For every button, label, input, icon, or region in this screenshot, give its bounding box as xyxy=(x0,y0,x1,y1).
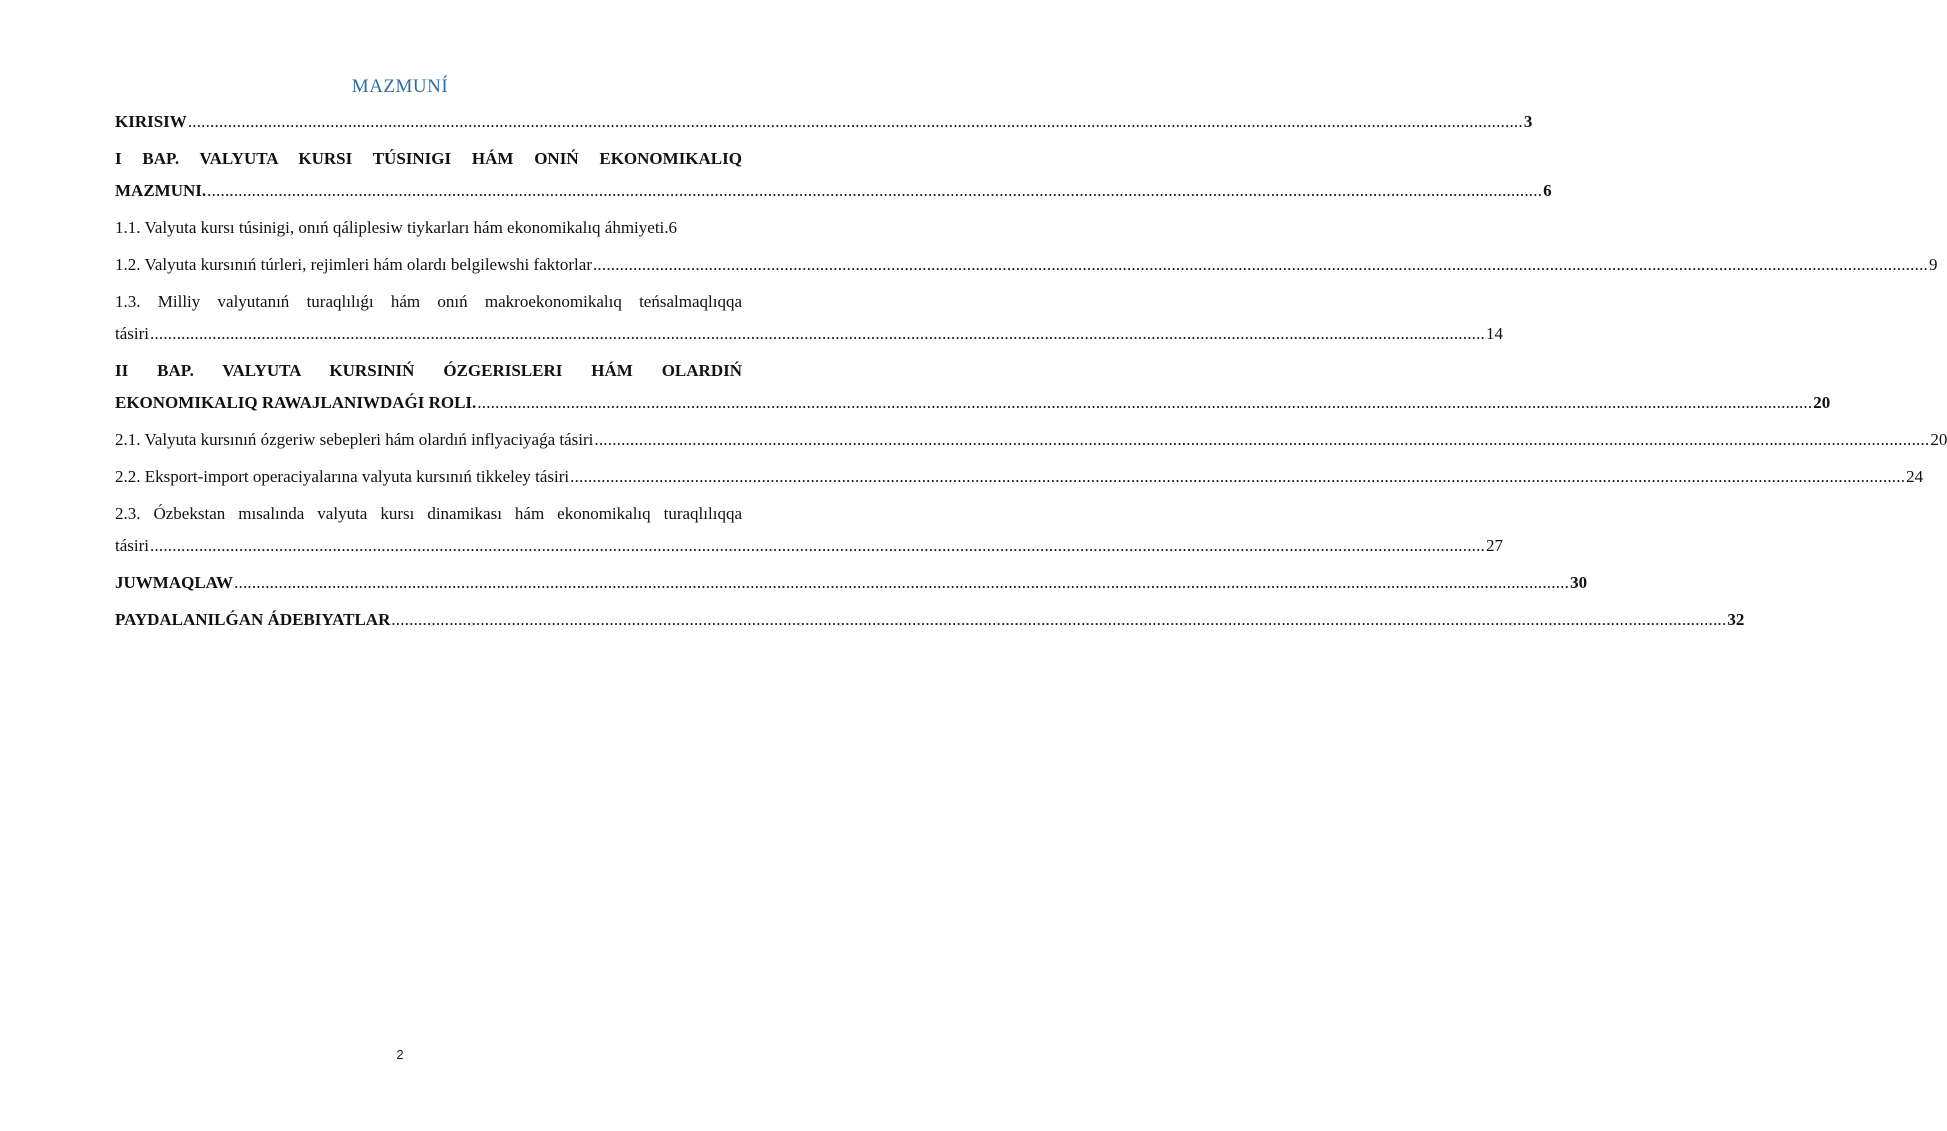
toc-entry-chapter-1[interactable] xyxy=(115,143,1552,207)
dot-leader: ............................................................................................................................................................................................................................................................................................................ xyxy=(150,324,1485,343)
dot-leader: ............................................................................................................................................................................................................................................................................................................ xyxy=(234,573,1570,592)
toc-entry-1-2[interactable] xyxy=(115,249,1938,281)
toc-entry-label: EKONOMIKALIQ RAWAJLANIWDAǴI ROLI. xyxy=(115,393,477,412)
toc-title: MAZMUNÍ xyxy=(351,76,449,97)
dot-leader: ............................................................................................................................................................................................................................................................................................................ xyxy=(207,181,1543,200)
toc-entry-chapter-2[interactable] xyxy=(115,355,1831,419)
toc-entry-label: PAYDALANILǴAN ÁDEBIYATLAR xyxy=(115,610,391,629)
toc-entry-label: tásiri xyxy=(115,324,149,343)
toc-entry-juwmaqlaw[interactable] xyxy=(115,567,1588,599)
toc-entry-label: 2.2. Eksport-import operaciyalarına valyuta kursınıń tikkeley tásiri xyxy=(115,467,570,486)
toc-entry-2-2[interactable] xyxy=(115,461,1924,493)
dot-leader: ............................................................................................................................................................................................................................................................................................................ xyxy=(150,536,1485,555)
toc-entry-page: 6 xyxy=(1543,181,1552,200)
toc-entry-label: JUWMAQLAW xyxy=(115,573,234,592)
toc-entry-page: 30 xyxy=(1570,573,1588,592)
toc-entry-1-3[interactable] xyxy=(115,286,1503,350)
table-of-contents xyxy=(115,106,1947,636)
toc-entry-page: 20 xyxy=(1813,393,1831,412)
toc-entry-label: 2.1. Valyuta kursınıń ózgeriw sebepleri hám olardıń inflyaciyaǵa tásiri xyxy=(115,430,594,449)
dot-leader: ............................................................................................................................................................................................................................................................................................................ xyxy=(592,255,1928,274)
toc-entry-label: tásiri xyxy=(115,536,149,555)
toc-entry-references[interactable] xyxy=(115,604,1745,636)
toc-entry-first-line: II BAP. VALYUTA KURSINIŃ ÓZGERISLERI HÁM OLARDIŃ xyxy=(115,361,742,380)
dot-leader: ............................................................................................................................................................................................................................................................................................................ xyxy=(594,430,1930,449)
toc-entry-label: 1.2. Valyuta kursınıń túrleri, rejimleri hám olardı belgilewshi faktorlar xyxy=(115,255,592,274)
toc-entry-label: MAZMUNI. xyxy=(115,181,207,200)
dot-leader: ............................................................................................................................................................................................................................................................................................................ xyxy=(391,610,1727,629)
dot-leader: ............................................................................................................................................................................................................................................................................................................ xyxy=(477,393,1813,412)
page-number: 2 xyxy=(396,1047,404,1062)
toc-entry-label: 1.1. Valyuta kursı túsinigi, onıń qáliplesiw tiykarları hám ekonomikalıq áhmiyeti. xyxy=(115,218,669,237)
toc-entry-page: 14 xyxy=(1486,324,1503,343)
toc-entry-1-1[interactable] xyxy=(115,212,742,244)
toc-entry-first-line: I BAP. VALYUTA KURSI TÚSINIGI HÁM ONIŃ EKONOMIKALIQ xyxy=(115,149,742,168)
toc-entry-label: KIRISIW xyxy=(115,112,187,131)
toc-entry-page: 27 xyxy=(1486,536,1503,555)
toc-entry-page: 3 xyxy=(1523,112,1533,131)
toc-entry-page: 32 xyxy=(1727,610,1745,629)
dot-leader: ............................................................................................................................................................................................................................................................................................................ xyxy=(570,467,1906,486)
toc-entry-first-line: 1.3. Milliy valyutanıń turaqlılıǵı hám onıń makroekonomikalıq teńsalmaqlıqqa xyxy=(115,292,742,311)
dot-leader: ............................................................................................................................................................................................................................................................................................................ xyxy=(187,112,1523,131)
toc-entry-page: 9 xyxy=(1928,255,1938,274)
toc-entry-page: 6 xyxy=(668,218,678,237)
toc-entry-kirisiw[interactable] xyxy=(115,106,1533,138)
toc-entry-page: 24 xyxy=(1906,467,1924,486)
toc-entry-2-3[interactable] xyxy=(115,498,1503,562)
toc-entry-2-1[interactable] xyxy=(115,424,1947,456)
toc-entry-first-line: 2.3. Ózbekstan mısalında valyuta kursı dinamikası hám ekonomikalıq turaqlılıqqa xyxy=(115,504,742,523)
toc-entry-page: 20 xyxy=(1930,430,1947,449)
